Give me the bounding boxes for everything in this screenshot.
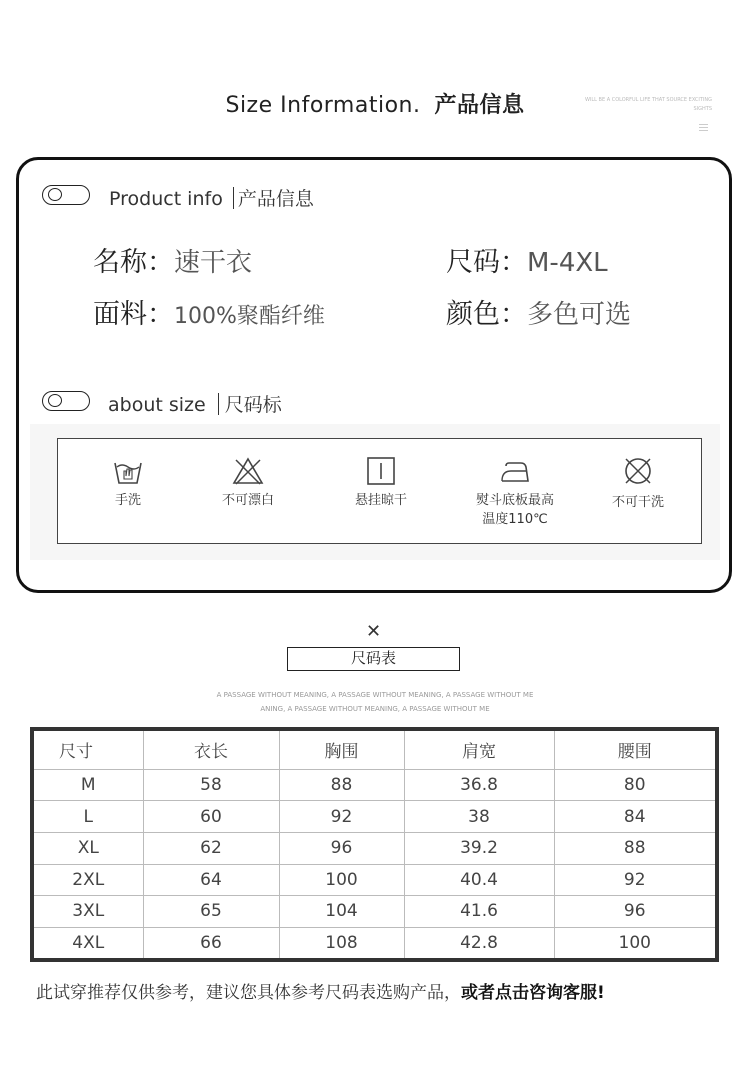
size-chart-title: 尺码表 [287,647,460,671]
care-label: 悬挂晾干 [354,493,407,508]
passage-line-2: ANING, A PASSAGE WITHOUT MEANING, A PASSAGE WITHOUT ME [260,705,490,713]
toggle-icon [42,391,90,411]
table-cell: 42.8 [404,927,554,958]
table-cell: 39.2 [404,832,554,864]
care-symbols-box [57,438,702,544]
name-row [93,240,252,279]
title-en: Size Information. [225,93,421,118]
table-cell: XL [34,832,143,864]
table-cell: 60 [143,801,279,833]
table-cell: 40.4 [404,864,554,896]
table-row [34,864,715,896]
iron-icon [499,457,531,485]
hand-wash-icon [113,457,143,485]
color-label: 颜色： [446,299,527,330]
table-cell: 104 [279,896,404,928]
care-label: 不可漂白 [221,493,274,508]
do-not-dry-clean-icon [622,455,654,487]
name-label: 名称： [93,247,174,278]
corner-lines-icon [699,124,708,134]
table-cell: 100 [554,927,715,958]
color-row [446,292,631,331]
table-cell: 2XL [34,864,143,896]
table-row [34,832,715,864]
care-item-iron [456,439,574,543]
name-value: 速干衣 [174,248,253,278]
table-cell: 92 [279,801,404,833]
table-cell: 100 [279,864,404,896]
table-cell: 96 [279,832,404,864]
care-item-hand-wash [88,439,168,543]
table-cell: 80 [554,769,715,801]
size-table [30,727,719,962]
table-header-row [34,731,715,769]
table-header: 胸围 [279,731,404,769]
table-cell: 36.8 [404,769,554,801]
table-cell: 108 [279,927,404,958]
care-item-no-bleach [203,439,293,543]
table-cell: 84 [554,801,715,833]
table-cell: 41.6 [404,896,554,928]
table-cell: 92 [554,864,715,896]
size-row [446,240,608,279]
about-size-heading [108,390,282,417]
fabric-label: 面料： [93,299,174,330]
corner-decoration-text: WILL BE A COLORFUL LIFE THAT SOURCE EXCITING SIGHTS [584,97,712,112]
size-value: M-4XL [527,248,608,278]
table-cell: 88 [279,769,404,801]
do-not-bleach-icon [232,457,264,485]
table-header: 尺寸 [34,731,143,769]
table-cell: 3XL [34,896,143,928]
product-info-heading [109,184,314,211]
table-cell: 38 [404,801,554,833]
about-size-label-en: about size [108,394,206,416]
table-header: 衣长 [143,731,279,769]
table-cell: 96 [554,896,715,928]
hang-dry-icon [366,457,396,485]
table-cell: 62 [143,832,279,864]
fabric-value: 100%聚酯纤维 [174,304,325,329]
close-icon: ✕ [366,621,382,642]
care-label: 熨斗底板最高 温度110℃ [475,493,554,527]
passage-line-1: A PASSAGE WITHOUT MEANING, A PASSAGE WITHOUT MEANING, A PASSAGE WITHOUT ME [216,691,534,699]
table-cell: 4XL [34,927,143,958]
fabric-row [93,292,325,331]
size-label: 尺码： [446,247,527,278]
care-label: 不可干洗 [611,495,664,510]
table-cell: L [34,801,143,833]
table-cell: 66 [143,927,279,958]
footer-note [36,978,605,1003]
table-row [34,801,715,833]
table-cell: 64 [143,864,279,896]
care-item-no-dry-clean [598,439,678,543]
table-row [34,769,715,801]
care-label: 手洗 [114,493,141,508]
care-item-hang-dry [336,439,426,543]
table-row [34,896,715,928]
color-value: 多色可选 [527,300,632,330]
table-row [34,927,715,958]
toggle-icon [42,185,90,205]
table-header: 肩宽 [404,731,554,769]
table-header: 腰围 [554,731,715,769]
about-size-label-cn: 尺码标 [224,394,282,416]
title-cn: 产品信息 [434,93,525,118]
footer-note-text: 此试穿推荐仅供参考，建议您具体参考尺码表选购产品， [36,983,461,1003]
product-info-label-cn: 产品信息 [237,188,314,210]
table-cell: 58 [143,769,279,801]
table-cell: M [34,769,143,801]
product-info-label-en: Product info [109,188,223,210]
table-cell: 88 [554,832,715,864]
consult-service-link[interactable]: 或者点击咨询客服! [461,983,605,1003]
table-cell: 65 [143,896,279,928]
